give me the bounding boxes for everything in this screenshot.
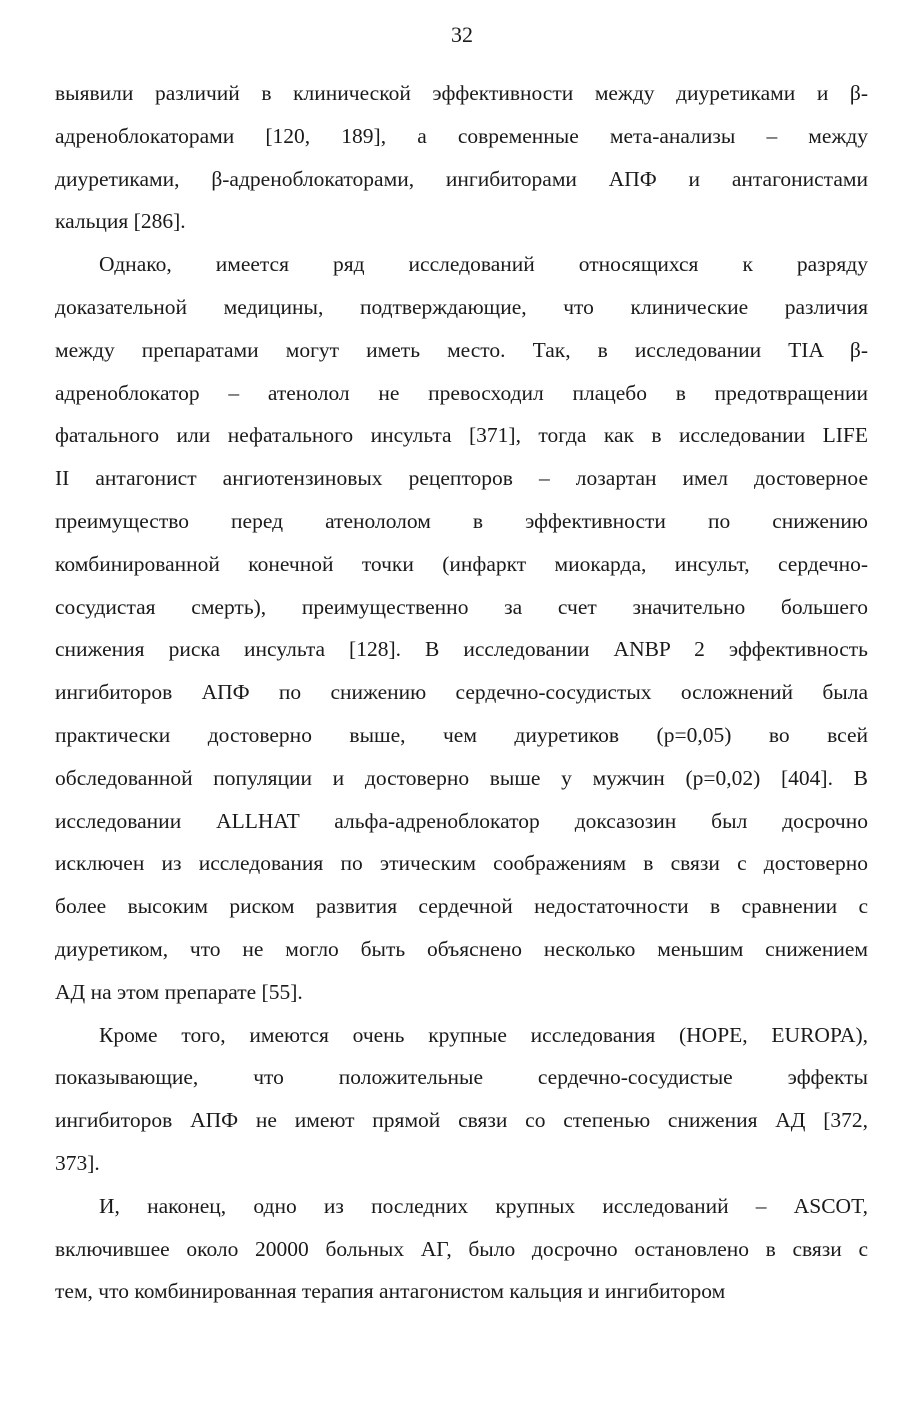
paragraph [55, 243, 868, 1013]
text-line: обследованной популяции и достоверно выше у мужчин (p=0,02) [404]. В [55, 765, 868, 790]
text-line: показывающие, что положительные сердечно-сосудистые эффекты [55, 1065, 868, 1090]
text-line: снижения риска инсульта [128]. В исследовании ANBP 2 эффективность [55, 637, 868, 662]
text-line: включившее около 20000 больных АГ, было досрочно остановлено в связи с [55, 1236, 868, 1261]
text-line: фатального или нефатального инсульта [371], тогда как в исследовании LIFE [55, 423, 868, 448]
paragraph [55, 1014, 868, 1185]
text-line: ингибиторов АПФ не имеют прямой связи со степенью снижения АД [372, [55, 1108, 868, 1133]
text-line: комбинированной конечной точки (инфаркт миокарда, инсульт, сердечно- [55, 551, 868, 576]
text-line: доказательной медицины, подтверждающие, что клинические различия [55, 294, 868, 319]
text-line: сосудистая смерть), преимущественно за счет значительно большего [55, 594, 868, 619]
text-line: И, наконец, одно из последних крупных исследований – ASCOT, [99, 1193, 868, 1218]
document-body [55, 72, 868, 1313]
text-line: тем, что комбинированная терапия антагонистом кальция и ингибитором [55, 1279, 726, 1304]
text-line: диуретиком, что не могло быть объяснено несколько меньшим снижением [55, 936, 868, 961]
text-line: 373]. [55, 1150, 100, 1175]
text-line: практически достоверно выше, чем диуретиков (p=0,05) во всей [55, 722, 868, 747]
text-line: кальция [286]. [55, 209, 186, 234]
text-line: выявили различий в клинической эффективности между диуретиками и β- [55, 81, 868, 105]
text-line: Однако, имеется ряд исследований относящихся к разряду [99, 252, 868, 277]
paragraph [55, 72, 868, 243]
text-line: АД на этом препарате [55]. [55, 979, 303, 1004]
text-line: преимущество перед атенололом в эффективности по снижению [55, 508, 868, 533]
text-line: диуретиками, β-адреноблокаторами, ингибиторами АПФ и антагонистами [55, 166, 868, 191]
text-line: адреноблокатор – атенолол не превосходил плацебо в предотвращении [55, 380, 868, 405]
text-line: Кроме того, имеются очень крупные исследования (HOPE, EUROPA), [99, 1022, 868, 1047]
text-line: между препаратами могут иметь место. Так, в исследовании TIA β- [55, 337, 868, 362]
text-line: ингибиторов АПФ по снижению сердечно-сосудистых осложнений была [55, 680, 868, 705]
text-line: более высоким риском развития сердечной недостаточности в сравнении с [55, 894, 868, 919]
page-number: 32 [451, 22, 473, 47]
text-line: исследовании ALLHAT альфа-адреноблокатор доксазозин был досрочно [55, 808, 868, 833]
text-line: II антагонист ангиотензиновых рецепторов – лозартан имел достоверное [55, 466, 868, 491]
text-line: адреноблокаторами [120, 189], а современные мета-анализы – между [55, 123, 868, 148]
paragraph [55, 1185, 868, 1313]
text-line: исключен из исследования по этическим соображениям в связи с достоверно [55, 851, 868, 876]
